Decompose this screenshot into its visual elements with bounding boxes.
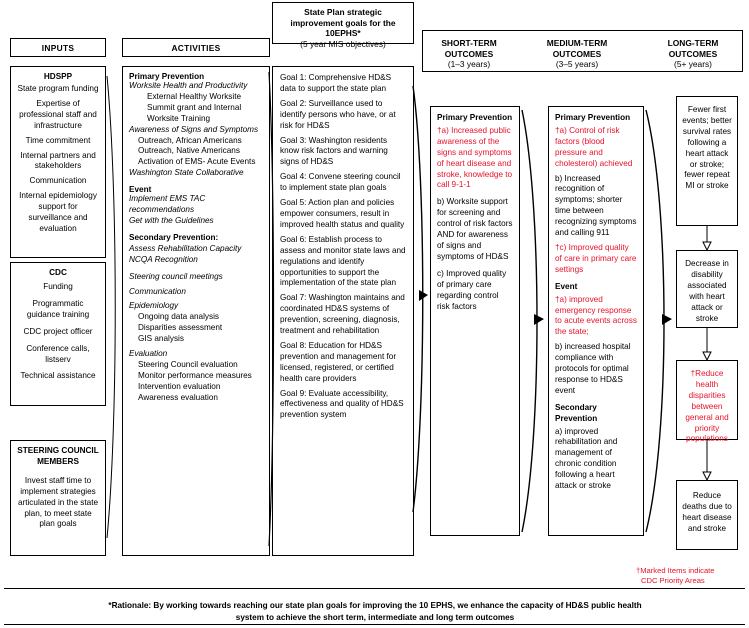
list-item: Outreach, Native Americans [138, 146, 240, 156]
header-short-term [426, 38, 512, 70]
list-item: Disparities assessment [138, 323, 223, 333]
header-inputs [10, 38, 106, 57]
legend-marked-items [636, 566, 746, 586]
activities-primary-group-1-label: Awareness of Signs and Symptoms [129, 124, 259, 134]
activities-other-1-label: Communication [129, 286, 186, 296]
header-activities [122, 38, 270, 57]
activities-other-2-label: Epidemiology [129, 301, 179, 311]
inputs-hdspp-title: HDSPP [43, 72, 73, 81]
medium-term-event-title: Event [555, 281, 578, 291]
short-term-box [430, 106, 520, 536]
long-term-connector-3 [700, 439, 714, 481]
arrow-activities-to-goals [268, 70, 276, 550]
medium-term-secondary-title: Secondary Prevention [555, 402, 598, 423]
medium-term-primary-item-c: †c) Improved quality of care in primary care settings [555, 242, 637, 274]
list-item: Expertise of professional staff and infrastructure [19, 98, 97, 130]
medium-term-box [548, 106, 644, 536]
medium-term-event-item-a: †a) improved emergency response to acute events across the state; [555, 294, 637, 337]
list-item: Awareness evaluation [138, 392, 218, 402]
list-item: Ongoing data analysis [138, 312, 220, 322]
long-term-text-4: Reduce deaths due to heart disease and stroke [682, 491, 732, 533]
medium-term-event-item-b: b) increased hospital compliance with protocols for optimal response to HD&S event [555, 342, 631, 395]
long-term-text-3: †Reduce health disparities between general and priority populations [685, 369, 729, 444]
medium-term-primary-item-a: †a) Control of risk factors (blood pressure and cholesterol) achieved [555, 125, 633, 168]
activities-box [122, 66, 270, 556]
list-item: Intervention evaluation [138, 381, 221, 391]
arrow-inputs-to-activities [106, 72, 122, 542]
header-goals [272, 2, 414, 49]
activities-primary-title: Primary Prevention [129, 72, 205, 81]
header-goals-line4: (5 year MIS objectives) [300, 38, 386, 49]
short-term-item-c: c) Improved quality of primary care regarding control risk factors [437, 268, 507, 311]
goal-item: Goal 3: Washington residents know risk factors and warning signs of HD&S [280, 135, 388, 167]
inputs-cdc-box [10, 262, 106, 406]
activities-other-3-list [129, 360, 263, 404]
activities-secondary-item-1: NCQA Recognition [129, 254, 198, 264]
header-short-term-sub: (1–3 years) [447, 59, 491, 69]
goal-item: Goal 1: Comprehensive HD&S data to support the state plan [280, 73, 392, 93]
footnote-line1: *Rationale: By working towards reaching our state plan goals for improving the 10 EPHS, we enhance the capacity of HD&S public health [108, 601, 642, 610]
list-item: Outreach, African Americans [138, 135, 242, 145]
activities-other-2-list [129, 312, 263, 345]
inputs-hdspp-list [17, 84, 99, 235]
list-item: GIS analysis [138, 334, 184, 344]
long-term-connector-2 [700, 327, 714, 361]
medium-term-primary-item-b: b) Increased recognition of symptoms; shorter time between recognizing symptoms and calling 911 [555, 173, 637, 238]
list-item: Monitor performance measures [138, 370, 252, 380]
long-term-box-1 [676, 96, 738, 226]
header-medium-term-label: MEDIUM-TERM OUTCOMES [546, 38, 608, 59]
list-item: Activation of EMS- Acute Events [138, 157, 256, 167]
header-goals-line2: improvement goals for the [290, 17, 396, 28]
activities-other-3-label: Evaluation [129, 349, 168, 359]
header-goals-line3: 10EPHS* [325, 28, 361, 38]
arrow-medium-to-long [644, 106, 674, 536]
header-medium-term [528, 38, 626, 70]
list-item: Communication [29, 176, 87, 186]
activities-secondary-item-0: Assess Rehabilitation Capacity [129, 243, 242, 253]
activities-event-item-1: Get with the Guidelines [129, 215, 214, 225]
goal-item: Goal 5: Action plan and policies empower consumers, result in improved health status and quality [280, 198, 405, 229]
goal-item: Goal 2: Surveillance used to identify persons who have, or at risk for HD&S [280, 98, 396, 130]
header-long-term-label: LONG-TERM OUTCOMES [667, 38, 719, 59]
activities-event-title: Event [129, 185, 152, 195]
inputs-steering-title: STEERING COUNCIL MEMBERS [17, 446, 99, 466]
long-term-box-2 [676, 250, 738, 328]
goal-item: Goal 7: Washington maintains and coordinated HD&S systems of prevention, screening, diagnosis, treatment and rehabilitation [280, 293, 405, 336]
goal-item: Goal 4: Convene steering council to implement state plan goals [280, 172, 401, 193]
footnote [20, 600, 730, 624]
list-item: Funding [43, 282, 73, 291]
list-item: Steering Council evaluation [138, 359, 238, 369]
footer-divider-top [4, 588, 745, 589]
goal-item: Goal 9: Evaluate accessibility, effectiveness and quality of HD&S prevention system [280, 388, 404, 420]
goal-item: Goal 8: Education for HD&S prevention and management for licensed, registered, or certified health care providers [280, 340, 397, 383]
arrow-goals-to-short-term [412, 80, 430, 520]
arrow-short-to-medium [520, 106, 546, 536]
inputs-steering-box [10, 440, 106, 556]
short-term-primary-title: Primary Prevention [437, 113, 513, 122]
list-item: Time commitment [25, 135, 91, 145]
activities-primary-group-0-list [129, 92, 263, 125]
legend-line1: †Marked Items indicate [636, 566, 715, 575]
list-item: External Healthy Worksite Summit grant and Internal Worksite Training [147, 91, 242, 123]
header-long-term [648, 38, 738, 70]
activities-primary-group-0-label: Worksite Health and Productivity [129, 81, 248, 90]
activities-primary-group-2-label: Washington State Collaborative [129, 168, 244, 178]
activities-primary-group-1-list [129, 136, 263, 169]
inputs-cdc-list [17, 282, 99, 382]
footer-divider-bottom [4, 624, 745, 625]
goal-item: Goal 6: Establish process to assess and monitor state laws and regulations and identify opportunities to support the implementation of the state plan [280, 234, 406, 288]
long-term-connector-1 [700, 225, 714, 251]
long-term-text-1: Fewer first events; better survival rates following a heart attack or stroke; fewer repeat MI or stroke [682, 105, 732, 191]
list-item: Programmatic guidance training [26, 298, 90, 319]
list-item: CDC project officer [23, 326, 93, 336]
activities-secondary-title: Secondary Prevention: [129, 232, 219, 242]
long-term-box-4 [676, 480, 738, 550]
inputs-hdspp-box [10, 66, 106, 258]
inputs-cdc-title: CDC [49, 268, 67, 277]
long-term-text-2: Decrease in disability associated with heart attack or stroke [685, 259, 729, 323]
footnote-line2: system to achieve the short term, intermediate and long term outcomes [235, 612, 515, 622]
long-term-box-3 [676, 360, 738, 444]
list-item: Internal epidemiology support for surveillance and evaluation [19, 191, 97, 233]
inputs-steering-text: Invest staff time to implement strategies articulated in the state plan, to meet state plan goals [17, 475, 99, 529]
header-inputs-label: INPUTS [41, 42, 75, 53]
header-medium-term-sub: (3–5 years) [555, 59, 599, 69]
header-long-term-sub: (5+ years) [674, 59, 712, 69]
header-short-term-label: SHORT-TERM OUTCOMES [441, 38, 497, 59]
header-activities-label: ACTIVITIES [171, 42, 221, 53]
goals-box [272, 66, 414, 556]
list-item: State program funding [17, 84, 99, 93]
legend-line2: CDC Priority Areas [641, 575, 705, 585]
short-term-item-b: b) Worksite support for screening and control of risk factors AND for awareness of signs and symptoms of HD&S [437, 197, 513, 261]
medium-term-secondary-item-a: a) improved rehabilitation and management of chronic condition following a heart attack or stroke [555, 426, 618, 491]
activities-other-0-label: Steering council meetings [129, 271, 223, 281]
activities-event-item-0: Implement EMS TAC recommendations [129, 194, 206, 215]
list-item: Conference calls, listserv [26, 343, 90, 364]
list-item: Technical assistance [20, 371, 96, 381]
header-goals-line1: State Plan strategic [304, 7, 382, 17]
list-item: Internal partners and stakeholders [20, 150, 96, 171]
short-term-item-a: †a) Increased public awareness of the signs and symptoms of heart disease and stroke, knowledge to call 9-1-1 [437, 125, 513, 190]
medium-term-primary-title: Primary Prevention [555, 113, 631, 122]
